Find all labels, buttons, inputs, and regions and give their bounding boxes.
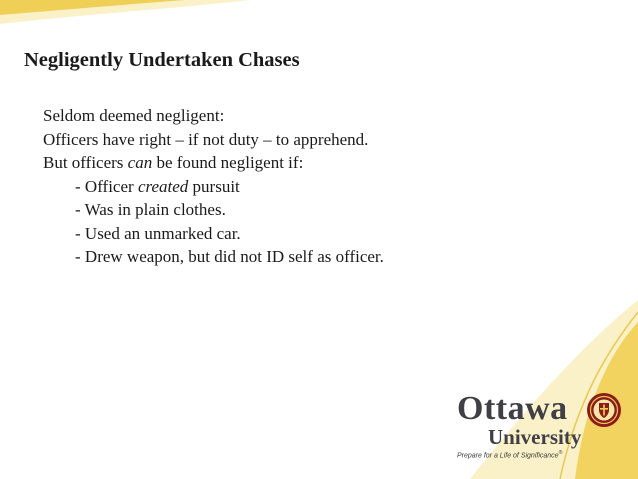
slide-title: Negligently Undertaken Chases (24, 49, 300, 71)
university-seal-icon (586, 392, 622, 428)
logo-name-line-2-text: University (488, 425, 582, 449)
body-line-3-post: be found negligent if: (152, 153, 304, 172)
body-line-3 (43, 151, 384, 175)
logo-name-line-1: Ottawa (457, 390, 568, 427)
body-line-3-pre: But officers (43, 153, 128, 172)
sub-item-1-pre: - Officer (75, 176, 138, 196)
sub-item-4: - Drew weapon, but did not ID self as officer. (75, 247, 384, 266)
body-line-1: Seldom deemed negligent: (43, 106, 225, 125)
logo-trademark: ® (558, 450, 563, 456)
logo-tagline-text: Prepare for a Life of Significance (457, 452, 559, 460)
sub-item-3: - Used an unmarked car. (75, 223, 241, 243)
ottawa-university-logo (455, 392, 625, 464)
sub-item-1-post: pursuit (188, 176, 240, 196)
sub-item-1 (43, 175, 384, 199)
slide-body (43, 104, 384, 269)
logo-name-line-2 (488, 425, 581, 450)
sub-item-1-emphasis: created (137, 176, 189, 196)
body-line-3-emphasis: can (127, 153, 153, 172)
body-line-2: Officers have right – if not duty – to apprehend. (43, 129, 369, 149)
logo-tagline (457, 450, 562, 459)
sub-item-2: - Was in plain clothes. (75, 200, 226, 219)
